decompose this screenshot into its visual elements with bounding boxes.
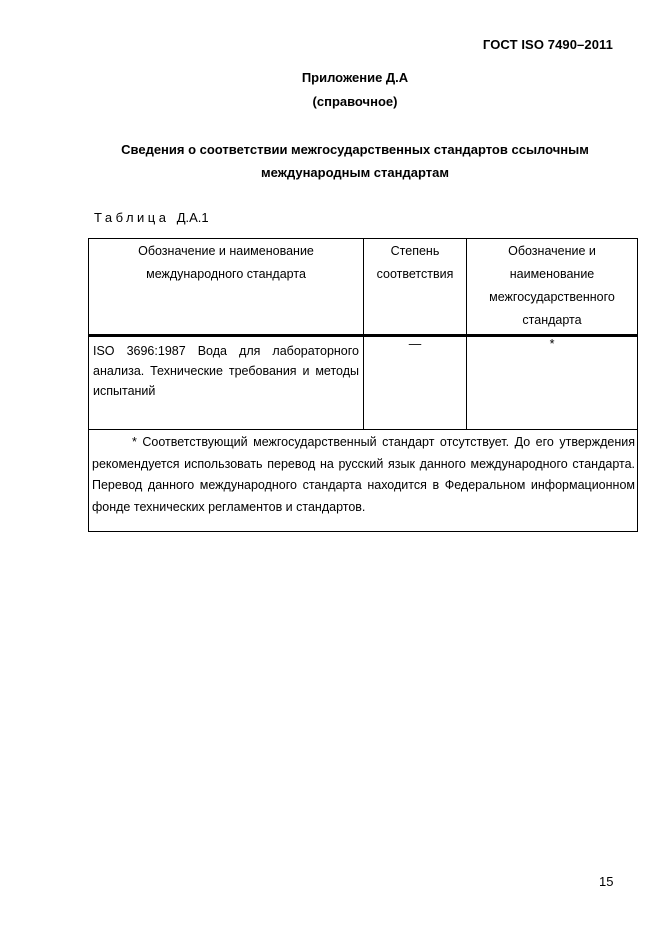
- header-col1-line1: Обозначение и наименование: [138, 244, 314, 258]
- table-header-row: [89, 239, 638, 336]
- header-international-standard: [89, 239, 364, 336]
- appendix-title: Приложение Д.А: [301, 70, 409, 85]
- header-col2-line2: соответствия: [376, 267, 454, 281]
- header-interstate-standard: [467, 239, 638, 336]
- header-col3-line1: Обозначение и: [508, 244, 596, 258]
- footnote-text: * Соответствующий межгосударственный стандарт отсутствует. До его утверждения рекомендуется использовать перевод на русский язык данного международного стандарта. Перевод данного международного стандарта находится в Федеральном информационном фонде технических регламентов и стандартов.: [92, 435, 635, 514]
- table-caption-number: Д.А.1: [176, 210, 209, 225]
- cell-degree: —: [364, 336, 467, 430]
- cell-interstate-standard: *: [467, 336, 638, 430]
- header-degree: [364, 239, 467, 336]
- section-title-line2: международным стандартам: [261, 165, 449, 180]
- table-row: [89, 336, 638, 430]
- table-caption: [94, 210, 209, 225]
- table-footnote-row: [89, 430, 638, 532]
- header-col3-line2: наименование: [509, 267, 595, 281]
- correspondence-table: [88, 238, 638, 532]
- header-col2-line1: Степень: [390, 244, 440, 258]
- header-col1-line2: международного стандарта: [146, 267, 306, 281]
- standard-id: ГОСТ ISO 7490–2011: [482, 37, 613, 52]
- section-title: [100, 138, 610, 184]
- page-number: 15: [599, 874, 614, 889]
- header-col3-line4: стандарта: [522, 313, 582, 327]
- appendix-subtitle: (справочное): [312, 94, 398, 109]
- header-col3-line3: межгосударственного: [489, 290, 615, 304]
- table-footnote: [89, 430, 638, 532]
- cell-international-standard: ISO 3696:1987 Вода для лабораторного анализа. Технические требования и методы испытаний: [89, 336, 364, 430]
- section-title-line1: Сведения о соответствии межгосударственных стандартов ссылочным: [121, 142, 589, 157]
- table-caption-prefix: Таблица: [94, 210, 170, 225]
